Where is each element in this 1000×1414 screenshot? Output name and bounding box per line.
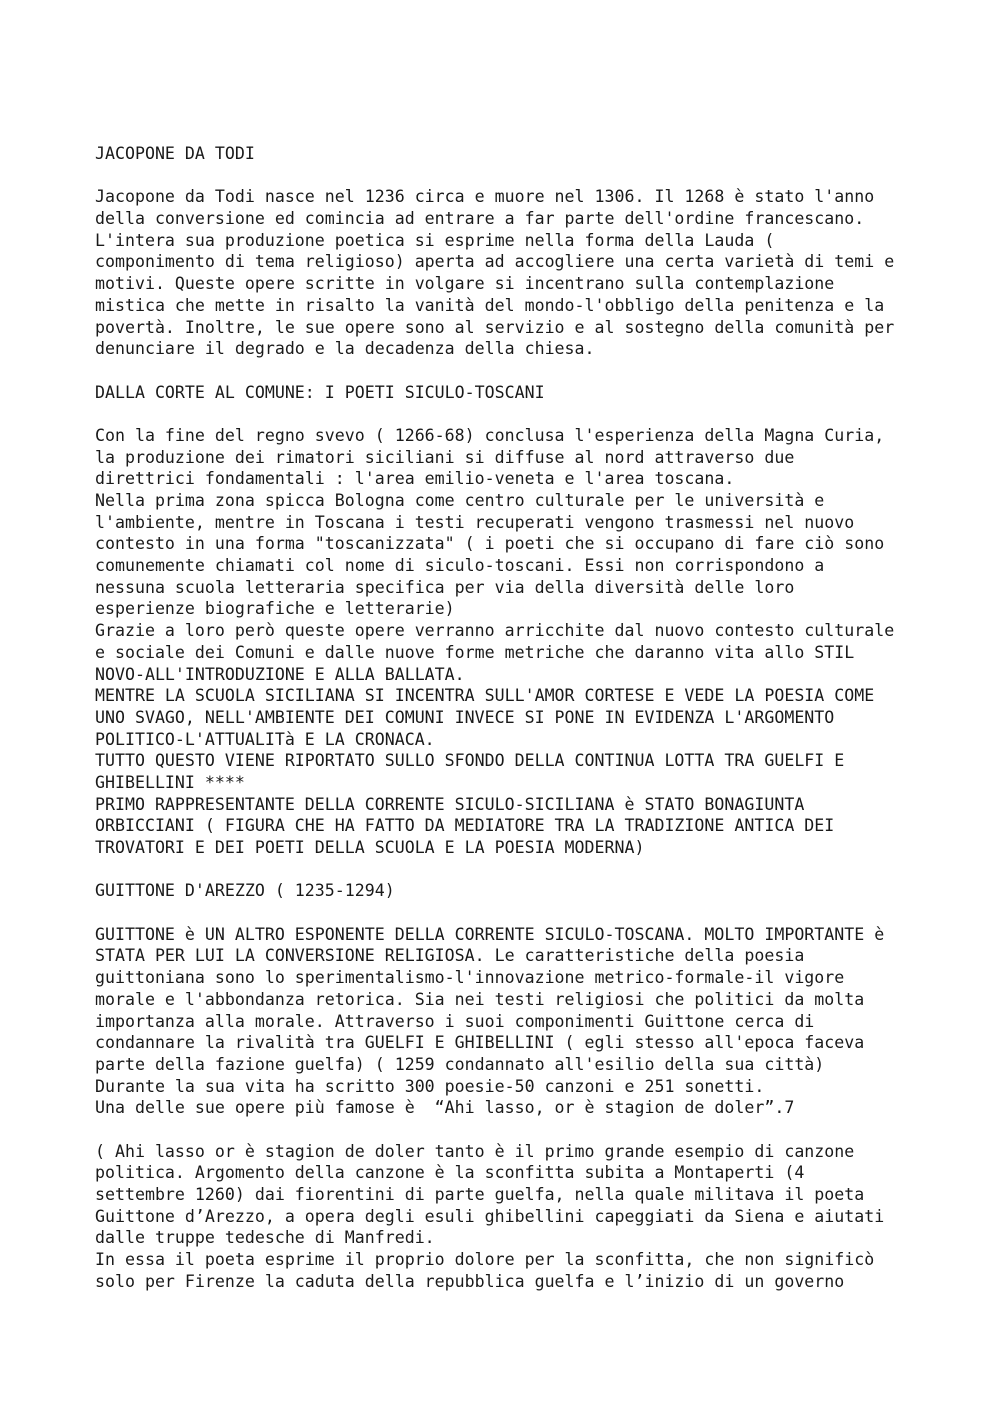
- text-line: MENTRE LA SCUOLA SICILIANA SI INCENTRA SULL'AMOR CORTESE E VEDE LA POESIA COME: [95, 686, 875, 706]
- text-line: importanza alla morale. Attraverso i suoi componimenti Guittone cerca di: [95, 1011, 815, 1031]
- text-line: Nella prima zona spicca Bologna come centro culturale per le università e: [95, 491, 825, 510]
- text-line: esperienze biografiche e letterarie): [95, 599, 455, 619]
- text-line: della conversione ed comincia ad entrare a far parte dell'ordine francescano.: [95, 209, 865, 229]
- text-line: PRIMO RAPPRESENTANTE DELLA CORRENTE SICULO-SICILIANA è STATO BONAGIUNTA: [95, 794, 805, 814]
- text-line: Con la fine del regno svevo ( 1266-68) conclusa l'esperienza della Magna Curia,: [95, 425, 885, 445]
- text-line: dalle truppe tedesche di Manfredi.: [95, 1228, 435, 1248]
- text-line: Guittone d’Arezzo, a opera degli esuli ghibellini capeggiati da Siena e aiutati: [95, 1206, 885, 1226]
- text-line: ( Ahi lasso or è stagion de doler tanto è il primo grande esempio di canzone: [95, 1141, 855, 1161]
- text-line: NOVO-ALL'INTRODUZIONE E ALLA BALLATA.: [95, 664, 465, 684]
- text-line: componimento di tema religioso) aperta ad accogliere una certa varietà di temi e: [95, 252, 895, 272]
- text-line: TROVATORI E DEI POETI DELLA SCUOLA E LA POESIA MODERNA): [95, 838, 645, 857]
- text-line: Una delle sue opere più famose è “Ahi lasso, or è stagion de doler”.7: [95, 1098, 795, 1118]
- text-line: e sociale dei Comuni e dalle nuove forme metriche che daranno vita allo STIL: [95, 642, 855, 662]
- text-line: motivi. Queste opere scritte in volgare si incentrano sulla contemplazione: [95, 274, 835, 294]
- text-line: GHIBELLINI ****: [95, 772, 245, 792]
- text-line: povertà. Inoltre, le sue opere sono al servizio e al sostegno della comunità per: [95, 317, 895, 337]
- blank-line: [95, 360, 955, 382]
- text-line: Grazie a loro però queste opere verranno arricchite dal nuovo contesto culturale: [95, 621, 895, 641]
- text-line: mistica che mette in risalto la vanità del mondo-l'obbligo della penitenza e la: [95, 295, 885, 315]
- blank-line: [95, 859, 955, 881]
- text-line: condannare la rivalità tra GUELFI E GHIBELLINI ( egli stesso all'epoca faceva: [95, 1033, 865, 1053]
- blank-line: [95, 165, 955, 187]
- blank-line: [95, 403, 955, 425]
- text-line: l'ambiente, mentre in Toscana i testi recuperati vengono trasmessi nel nuovo: [95, 512, 855, 532]
- text-line: Durante la sua vita ha scritto 300 poesie-50 canzoni e 251 sonetti.: [95, 1076, 765, 1096]
- text-line: settembre 1260) dai fiorentini di parte guelfa, nella quale militava il poeta: [95, 1185, 865, 1204]
- text-line: nessuna scuola letteraria specifica per via della diversità delle loro: [95, 577, 795, 597]
- text-line: DALLA CORTE AL COMUNE: I POETI SICULO-TOSCANI: [95, 382, 545, 402]
- blank-line: [95, 1119, 955, 1141]
- blank-line: [95, 902, 955, 924]
- text-line: direttrici fondamentali : l'area emilio-veneta e l'area toscana.: [95, 469, 735, 489]
- text-line: JACOPONE DA TODI: [95, 144, 255, 163]
- text-line: guittoniana sono lo sperimentalismo-l'innovazione metrico-formale-il vigore: [95, 968, 845, 988]
- document-page: [95, 143, 955, 1292]
- text-line: L'intera sua produzione poetica si esprime nella forma della Lauda (: [95, 230, 775, 250]
- text-line: comunemente chiamati col nome di siculo-toscani. Essi non corrispondono a: [95, 556, 825, 576]
- text-line: politica. Argomento della canzone è la sconfitta subita a Montaperti (4: [95, 1163, 805, 1183]
- text-line: STATA PER LUI LA CONVERSIONE RELIGIOSA. Le caratteristiche della poesia: [95, 946, 805, 966]
- text-line: ORBICCIANI ( FIGURA CHE HA FATTO DA MEDIATORE TRA LA TRADIZIONE ANTICA DEI: [95, 816, 835, 836]
- text-line: contesto in una forma "toscanizzata" ( i poeti che si occupano di fare ciò sono: [95, 534, 885, 554]
- text-line: parte della fazione guelfa) ( 1259 condannato all'esilio della sua città): [95, 1054, 825, 1074]
- text-line: UNO SVAGO, NELL'AMBIENTE DEI COMUNI INVECE SI PONE IN EVIDENZA L'ARGOMENTO: [95, 707, 835, 727]
- text-line: GUITTONE è UN ALTRO ESPONENTE DELLA CORRENTE SICULO-TOSCANA. MOLTO IMPORTANTE è: [95, 924, 885, 944]
- text-line: In essa il poeta esprime il proprio dolore per la sconfitta, che non significò: [95, 1250, 875, 1270]
- text-line: denunciare il degrado e la decadenza della chiesa.: [95, 339, 595, 359]
- text-line: Jacopone da Todi nasce nel 1236 circa e muore nel 1306. Il 1268 è stato l'anno: [95, 187, 875, 207]
- text-line: la produzione dei rimatori siciliani si diffuse al nord attraverso due: [95, 447, 795, 467]
- text-line: GUITTONE D'AREZZO ( 1235-1294): [95, 881, 395, 901]
- text-line: solo per Firenze la caduta della repubblica guelfa e l’inizio di un governo: [95, 1271, 845, 1291]
- text-line: POLITICO-L'ATTUALITà E LA CRONACA.: [95, 729, 435, 749]
- text-line: morale e l'abbondanza retorica. Sia nei testi religiosi che politici da molta: [95, 989, 865, 1009]
- text-line: TUTTO QUESTO VIENE RIPORTATO SULLO SFONDO DELLA CONTINUA LOTTA TRA GUELFI E: [95, 751, 845, 771]
